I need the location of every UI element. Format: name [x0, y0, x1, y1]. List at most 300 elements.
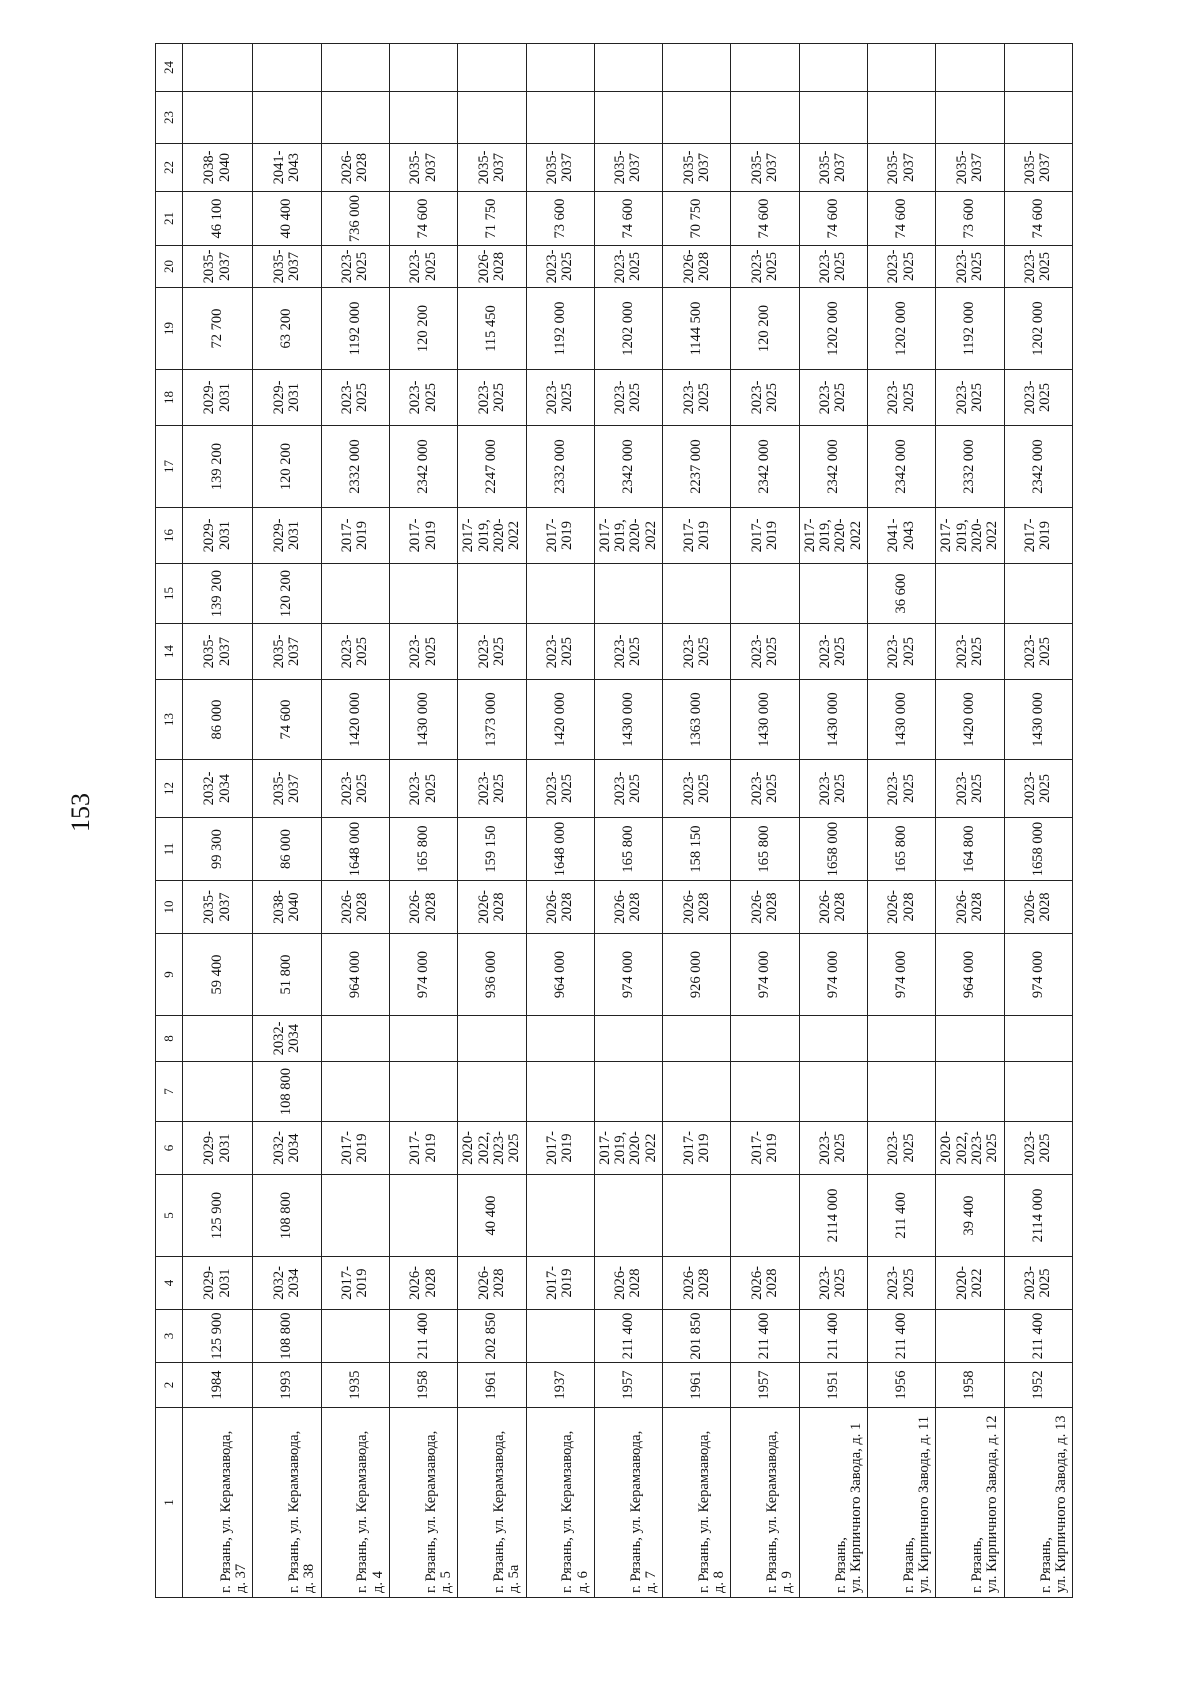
table-cell: 2023- 2025	[594, 624, 662, 680]
table-cell: 125 900	[183, 1175, 253, 1257]
table-cell: 125 900	[183, 1310, 253, 1363]
table-cell: 165 800	[389, 818, 457, 881]
table-cell	[526, 1062, 594, 1122]
table-cell: 1993	[253, 1363, 321, 1408]
table-cell: 2035- 2037	[799, 144, 867, 192]
table-cell: 2023- 2025	[867, 370, 935, 426]
table-cell: 211 400	[867, 1310, 935, 1363]
table-cell: 1430 000	[389, 680, 457, 760]
table-cell	[1004, 1016, 1072, 1062]
table-cell: 964 000	[321, 934, 389, 1016]
table-cell: 1373 000	[458, 680, 526, 760]
table-cell: 964 000	[526, 934, 594, 1016]
table-cell: 2029- 2031	[183, 1122, 253, 1175]
table-cell: 2023- 2025	[1004, 1257, 1072, 1310]
table-cell: 2026- 2028	[389, 1257, 457, 1310]
table-cell: 99 300	[183, 818, 253, 881]
table-cell: 2026- 2028	[663, 246, 731, 288]
table-cell: 1420 000	[936, 680, 1004, 760]
table-cell: 2017- 2019	[663, 1122, 731, 1175]
table-cell: 2029- 2031	[183, 370, 253, 426]
table-row	[526, 44, 594, 1598]
table-cell: 2023- 2025	[936, 246, 1004, 288]
address-cell: г. Рязань, ул. Керамзавода, д. 38	[253, 1408, 321, 1598]
table-cell: 974 000	[389, 934, 457, 1016]
table-cell: 2035- 2037	[526, 144, 594, 192]
table-cell: 2017- 2019, 2020- 2022	[458, 508, 526, 564]
table-cell: 2038- 2040	[253, 881, 321, 934]
table-cell: 2026- 2028	[594, 881, 662, 934]
table-cell	[389, 1016, 457, 1062]
table-cell	[389, 44, 457, 92]
table-cell	[936, 1016, 1004, 1062]
table-cell	[799, 1062, 867, 1122]
table-cell	[389, 1062, 457, 1122]
table-cell: 2023- 2025	[731, 246, 799, 288]
table-cell	[526, 1175, 594, 1257]
table-cell: 1202 000	[799, 288, 867, 370]
table-cell	[731, 44, 799, 92]
table-cell	[526, 92, 594, 144]
table-cell: 974 000	[1004, 934, 1072, 1016]
table-cell: 71 750	[458, 192, 526, 246]
table-cell: 2032- 2034	[253, 1257, 321, 1310]
table-cell: 164 800	[936, 818, 1004, 881]
table-cell	[594, 44, 662, 92]
table-row	[321, 44, 389, 1598]
table-cell: 1957	[594, 1363, 662, 1408]
table-cell: 108 800	[253, 1175, 321, 1257]
table-cell	[526, 1310, 594, 1363]
table-cell: 2023- 2025	[731, 370, 799, 426]
table-cell: 1430 000	[867, 680, 935, 760]
table-cell: 211 400	[389, 1310, 457, 1363]
table-cell: 2023- 2025	[1004, 1122, 1072, 1175]
table-cell: 2035- 2037	[253, 624, 321, 680]
rotated-table-container	[155, 61, 1073, 1598]
column-header-5: 5	[156, 1175, 183, 1257]
table-cell: 2032- 2034	[253, 1016, 321, 1062]
table-cell: 2114 000	[1004, 1175, 1072, 1257]
table-cell: 73 600	[526, 192, 594, 246]
address-cell: г. Рязань, ул. Кирпичного Завода, д. 11	[867, 1408, 935, 1598]
table-cell: 2035- 2037	[663, 144, 731, 192]
table-cell: 2023- 2025	[1004, 760, 1072, 818]
header-row	[156, 44, 183, 1598]
table-cell: 2026- 2028	[663, 1257, 731, 1310]
address-cell: г. Рязань, ул. Керамзавода, д. 5а	[458, 1408, 526, 1598]
table-cell: 2035- 2037	[183, 881, 253, 934]
table-cell	[731, 1016, 799, 1062]
table-cell	[594, 1175, 662, 1257]
table-cell	[731, 1062, 799, 1122]
table-cell: 165 800	[594, 818, 662, 881]
table-cell: 40 400	[253, 192, 321, 246]
column-header-19: 19	[156, 288, 183, 370]
table-cell: 211 400	[594, 1310, 662, 1363]
table-cell: 1192 000	[321, 288, 389, 370]
table-cell: 2332 000	[936, 426, 1004, 508]
table-cell	[1004, 1062, 1072, 1122]
table-cell: 2023- 2025	[458, 370, 526, 426]
table-cell	[389, 1175, 457, 1257]
table-cell: 40 400	[458, 1175, 526, 1257]
table-cell: 2041- 2043	[867, 508, 935, 564]
table-cell	[526, 564, 594, 624]
table-cell	[389, 564, 457, 624]
table-cell: 2026- 2028	[663, 881, 731, 934]
table-cell: 165 800	[731, 818, 799, 881]
address-cell: г. Рязань, ул. Керамзавода, д. 8	[663, 1408, 731, 1598]
table-cell: 2029- 2031	[183, 508, 253, 564]
table-cell: 2023- 2025	[594, 760, 662, 818]
table-cell	[594, 1062, 662, 1122]
column-header-1: 1	[156, 1408, 183, 1598]
table-cell: 2017- 2019	[731, 1122, 799, 1175]
table-cell: 139 200	[183, 564, 253, 624]
table-cell	[936, 1062, 1004, 1122]
table-cell	[458, 1062, 526, 1122]
table-cell	[867, 1016, 935, 1062]
table-cell: 1192 000	[526, 288, 594, 370]
table-cell: 2342 000	[867, 426, 935, 508]
table-cell	[253, 44, 321, 92]
column-header-20: 20	[156, 246, 183, 288]
table-cell: 2332 000	[526, 426, 594, 508]
column-header-23: 23	[156, 92, 183, 144]
address-cell: г. Рязань, ул. Керамзавода, д. 4	[321, 1408, 389, 1598]
table-cell: 211 400	[867, 1175, 935, 1257]
table-row	[458, 44, 526, 1598]
table-cell: 2023- 2025	[799, 624, 867, 680]
table-cell: 974 000	[731, 934, 799, 1016]
table-cell: 2026- 2028	[321, 144, 389, 192]
table-cell	[663, 92, 731, 144]
column-header-22: 22	[156, 144, 183, 192]
page-number: 153	[66, 793, 95, 832]
table-cell: 2035- 2037	[253, 760, 321, 818]
column-header-6: 6	[156, 1122, 183, 1175]
table-cell: 74 600	[799, 192, 867, 246]
table-cell: 974 000	[594, 934, 662, 1016]
table-cell: 2023- 2025	[526, 624, 594, 680]
table-cell: 2023- 2025	[1004, 246, 1072, 288]
table-cell: 2023- 2025	[663, 370, 731, 426]
table-cell	[594, 564, 662, 624]
table-cell: 211 400	[799, 1310, 867, 1363]
table-cell: 2342 000	[389, 426, 457, 508]
column-header-16: 16	[156, 508, 183, 564]
table-cell	[321, 1175, 389, 1257]
table-cell: 74 600	[594, 192, 662, 246]
table-cell: 1202 000	[594, 288, 662, 370]
table-cell: 1202 000	[1004, 288, 1072, 370]
table-cell: 2035- 2037	[458, 144, 526, 192]
table-row	[936, 44, 1004, 1598]
table-cell	[389, 92, 457, 144]
table-cell: 2020- 2022	[936, 1257, 1004, 1310]
table-cell: 2114 000	[799, 1175, 867, 1257]
table-cell: 201 850	[663, 1310, 731, 1363]
table-cell: 165 800	[867, 818, 935, 881]
table-cell: 2023- 2025	[594, 246, 662, 288]
table-cell: 1192 000	[936, 288, 1004, 370]
table-cell: 2041- 2043	[253, 144, 321, 192]
table-cell	[1004, 92, 1072, 144]
table-cell: 59 400	[183, 934, 253, 1016]
table-cell: 2023- 2025	[799, 1257, 867, 1310]
table-cell: 211 400	[1004, 1310, 1072, 1363]
table-cell: 2023- 2025	[321, 624, 389, 680]
table-cell	[731, 564, 799, 624]
table-cell: 2023- 2025	[799, 246, 867, 288]
table-cell: 46 100	[183, 192, 253, 246]
table-cell: 2023- 2025	[594, 370, 662, 426]
table-cell: 1937	[526, 1363, 594, 1408]
table-cell: 120 200	[253, 426, 321, 508]
table-cell: 2017- 2019	[321, 1122, 389, 1175]
table-cell: 2026- 2028	[799, 881, 867, 934]
table-cell: 2017- 2019	[731, 508, 799, 564]
table-cell: 73 600	[936, 192, 1004, 246]
column-header-8: 8	[156, 1016, 183, 1062]
table-cell: 2035- 2037	[1004, 144, 1072, 192]
table-cell: 74 600	[1004, 192, 1072, 246]
table-cell	[936, 564, 1004, 624]
table-cell	[526, 1016, 594, 1062]
table-cell: 63 200	[253, 288, 321, 370]
table-cell: 2023- 2025	[1004, 370, 1072, 426]
table-row	[799, 44, 867, 1598]
table-cell: 51 800	[253, 934, 321, 1016]
data-table	[155, 43, 1073, 1598]
table-cell: 1430 000	[731, 680, 799, 760]
table-cell: 2023- 2025	[936, 760, 1004, 818]
table-cell: 1430 000	[799, 680, 867, 760]
table-cell: 86 000	[253, 818, 321, 881]
address-cell: г. Рязань, ул. Керамзавода, д. 5	[389, 1408, 457, 1598]
table-cell	[936, 1310, 1004, 1363]
table-cell: 2023- 2025	[867, 1122, 935, 1175]
table-cell: 1984	[183, 1363, 253, 1408]
table-cell: 2023- 2025	[389, 370, 457, 426]
table-cell: 2023- 2025	[867, 1257, 935, 1310]
table-row	[594, 44, 662, 1598]
table-cell	[663, 564, 731, 624]
table-cell	[867, 1062, 935, 1122]
table-cell: 1952	[1004, 1363, 1072, 1408]
table-cell: 2035- 2037	[867, 144, 935, 192]
table-cell: 1430 000	[1004, 680, 1072, 760]
table-cell: 72 700	[183, 288, 253, 370]
table-cell: 2035- 2037	[594, 144, 662, 192]
column-header-10: 10	[156, 881, 183, 934]
table-cell	[1004, 564, 1072, 624]
table-cell: 1420 000	[321, 680, 389, 760]
address-cell: г. Рязань, ул. Кирпичного Завода, д. 1	[799, 1408, 867, 1598]
table-cell: 2032- 2034	[183, 760, 253, 818]
table-cell	[936, 44, 1004, 92]
table-cell: 108 800	[253, 1310, 321, 1363]
column-header-15: 15	[156, 564, 183, 624]
table-cell: 2017- 2019	[526, 508, 594, 564]
table-cell: 2023- 2025	[389, 624, 457, 680]
table-cell: 2035- 2037	[936, 144, 1004, 192]
table-cell: 2035- 2037	[183, 246, 253, 288]
column-header-11: 11	[156, 818, 183, 881]
table-body	[183, 44, 1073, 1598]
table-cell: 120 200	[253, 564, 321, 624]
table-cell: 2023- 2025	[799, 1122, 867, 1175]
table-cell: 2023- 2025	[321, 760, 389, 818]
table-cell: 2023- 2025	[321, 246, 389, 288]
table-cell: 2023- 2025	[867, 624, 935, 680]
table-cell: 1956	[867, 1363, 935, 1408]
table-cell: 2035- 2037	[731, 144, 799, 192]
table-row	[867, 44, 935, 1598]
table-cell: 2026- 2028	[731, 1257, 799, 1310]
table-cell: 2026- 2028	[458, 246, 526, 288]
table-cell: 202 850	[458, 1310, 526, 1363]
table-cell: 2026- 2028	[594, 1257, 662, 1310]
table-cell: 936 000	[458, 934, 526, 1016]
table-cell: 2026- 2028	[458, 881, 526, 934]
table-cell	[731, 92, 799, 144]
table-cell: 2023- 2025	[526, 370, 594, 426]
table-cell: 926 000	[663, 934, 731, 1016]
table-cell: 1648 000	[526, 818, 594, 881]
table-row	[253, 44, 321, 1598]
table-cell: 736 000	[321, 192, 389, 246]
table-cell	[183, 92, 253, 144]
table-cell: 2026- 2028	[321, 881, 389, 934]
table-cell: 1961	[663, 1363, 731, 1408]
table-cell	[183, 44, 253, 92]
table-cell: 2023- 2025	[389, 760, 457, 818]
table-cell: 2017- 2019	[526, 1122, 594, 1175]
address-cell: г. Рязань, ул. Керамзавода, д. 9	[731, 1408, 799, 1598]
table-cell: 108 800	[253, 1062, 321, 1122]
table-cell: 74 600	[389, 192, 457, 246]
table-cell: 36 600	[867, 564, 935, 624]
table-cell: 1202 000	[867, 288, 935, 370]
table-cell	[458, 564, 526, 624]
table-cell: 2026- 2028	[389, 881, 457, 934]
table-cell: 2029- 2031	[253, 370, 321, 426]
table-cell: 2035- 2037	[183, 624, 253, 680]
table-cell: 2026- 2028	[936, 881, 1004, 934]
column-header-13: 13	[156, 680, 183, 760]
table-cell	[799, 1016, 867, 1062]
table-cell: 2020- 2022, 2023- 2025	[458, 1122, 526, 1175]
table-cell: 2247 000	[458, 426, 526, 508]
column-header-9: 9	[156, 934, 183, 1016]
table-row	[731, 44, 799, 1598]
table-cell: 211 400	[731, 1310, 799, 1363]
table-row	[663, 44, 731, 1598]
table-cell: 1363 000	[663, 680, 731, 760]
column-header-7: 7	[156, 1062, 183, 1122]
column-header-2: 2	[156, 1363, 183, 1408]
table-cell: 2017- 2019	[321, 508, 389, 564]
table-cell	[526, 44, 594, 92]
address-cell: г. Рязань, ул. Кирпичного Завода, д. 13	[1004, 1408, 1072, 1598]
table-cell: 2342 000	[799, 426, 867, 508]
table-cell: 2035- 2037	[253, 246, 321, 288]
table-cell: 158 150	[663, 818, 731, 881]
table-cell: 2026- 2028	[1004, 881, 1072, 934]
table-cell: 974 000	[867, 934, 935, 1016]
table-cell: 2026- 2028	[526, 881, 594, 934]
table-cell: 2017- 2019	[389, 508, 457, 564]
table-cell: 2035- 2037	[389, 144, 457, 192]
column-header-24: 24	[156, 44, 183, 92]
table-cell: 2017- 2019, 2020- 2022	[594, 1122, 662, 1175]
table-cell: 2023- 2025	[663, 760, 731, 818]
table-cell: 74 600	[731, 192, 799, 246]
table-cell: 2023- 2025	[458, 624, 526, 680]
table-cell: 2026- 2028	[867, 881, 935, 934]
column-header-3: 3	[156, 1310, 183, 1363]
table-cell: 1935	[321, 1363, 389, 1408]
table-cell: 1648 000	[321, 818, 389, 881]
address-cell: г. Рязань, ул. Керамзавода, д. 7	[594, 1408, 662, 1598]
table-cell: 2023- 2025	[731, 624, 799, 680]
table-cell: 2038- 2040	[183, 144, 253, 192]
table-cell: 2023- 2025	[1004, 624, 1072, 680]
table-cell: 2017- 2019, 2020- 2022	[799, 508, 867, 564]
table-cell: 1658 000	[799, 818, 867, 881]
table-cell: 2029- 2031	[253, 508, 321, 564]
column-header-18: 18	[156, 370, 183, 426]
table-cell: 1430 000	[594, 680, 662, 760]
table-cell: 1957	[731, 1363, 799, 1408]
table-cell: 2029- 2031	[183, 1257, 253, 1310]
table-cell	[1004, 44, 1072, 92]
table-cell: 2023- 2025	[663, 624, 731, 680]
table-cell	[663, 44, 731, 92]
table-cell	[663, 1175, 731, 1257]
table-cell	[183, 1016, 253, 1062]
table-cell	[936, 92, 1004, 144]
table-cell	[458, 1016, 526, 1062]
table-cell: 1951	[799, 1363, 867, 1408]
table-cell: 1144 500	[663, 288, 731, 370]
column-header-4: 4	[156, 1257, 183, 1310]
table-cell	[321, 1062, 389, 1122]
table-cell	[253, 92, 321, 144]
table-cell: 2237 000	[663, 426, 731, 508]
table-cell: 120 200	[731, 288, 799, 370]
table-cell: 2017- 2019	[526, 1257, 594, 1310]
table-cell: 974 000	[799, 934, 867, 1016]
table-cell: 120 200	[389, 288, 457, 370]
table-row	[389, 44, 457, 1598]
table-cell	[458, 44, 526, 92]
table-cell	[321, 1016, 389, 1062]
table-cell	[867, 44, 935, 92]
table-cell: 159 150	[458, 818, 526, 881]
table-cell: 1958	[936, 1363, 1004, 1408]
address-cell: г. Рязань, ул. Кирпичного Завода, д. 12	[936, 1408, 1004, 1598]
table-cell: 39 400	[936, 1175, 1004, 1257]
table-cell: 2017- 2019	[663, 508, 731, 564]
table-cell: 964 000	[936, 934, 1004, 1016]
table-cell: 2017- 2019, 2020- 2022	[936, 508, 1004, 564]
table-cell: 139 200	[183, 426, 253, 508]
table-cell: 2023- 2025	[389, 246, 457, 288]
table-row	[183, 44, 253, 1598]
